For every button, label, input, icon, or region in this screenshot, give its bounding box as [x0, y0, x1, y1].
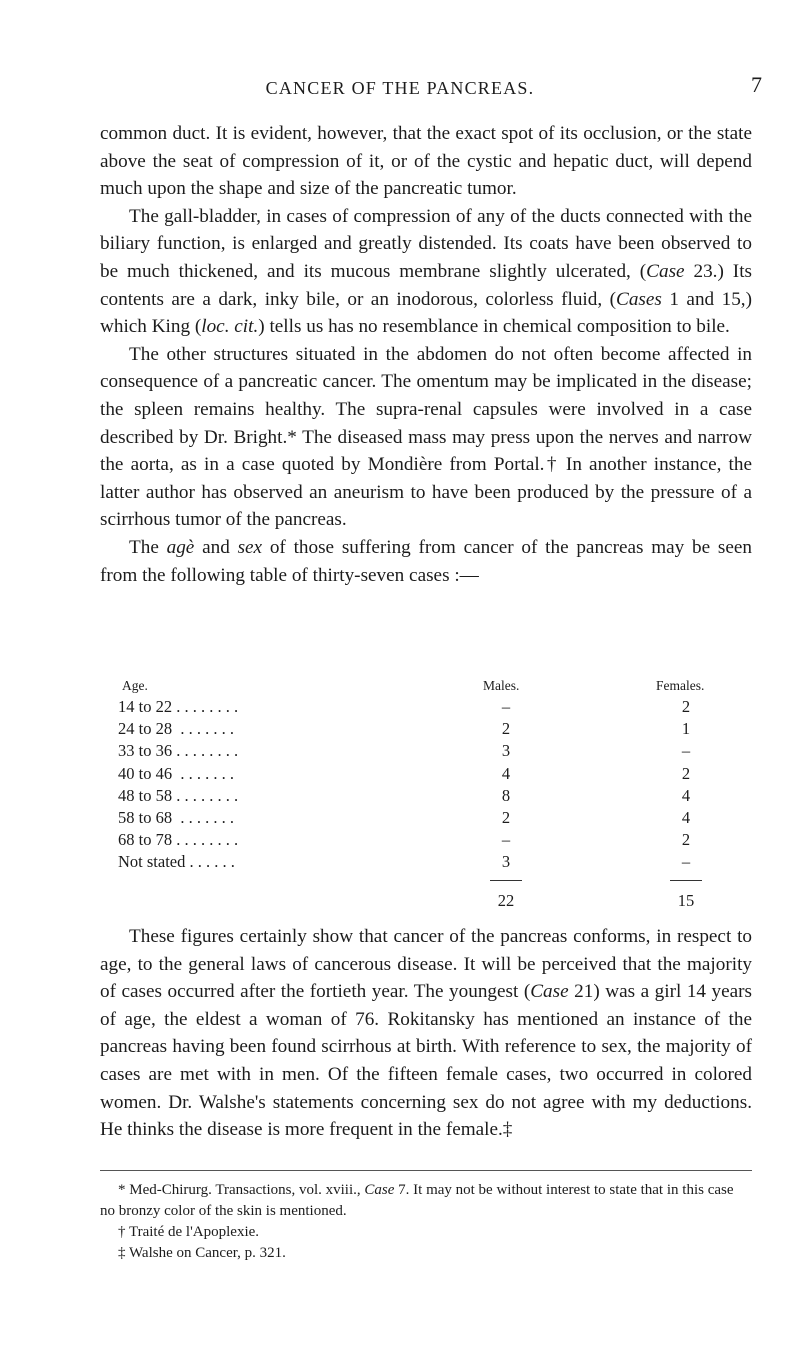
males-count: – [501, 830, 511, 850]
leader-dots: . . . . . . . [172, 807, 234, 827]
age-cell [118, 718, 234, 740]
age-range: 40 to 46 [118, 763, 173, 783]
females-count: 2 [681, 830, 691, 850]
males-count: 8 [501, 785, 511, 805]
leader-dots: . . . . . . . [172, 719, 234, 739]
age-range: 58 to 68 [118, 807, 173, 827]
table-row [118, 807, 718, 829]
footnote: ‡ Walshe on Cancer, p. 321. [118, 1245, 286, 1261]
paragraph: The agè and sex of those suffering from cancer of the pancreas may be seen from the following table of thirty-seven cases :— [100, 536, 752, 586]
page-number: 7 [751, 72, 762, 97]
age-cell [118, 851, 235, 873]
females-count: 2 [681, 763, 691, 783]
females-count: – [681, 852, 691, 872]
males-total: 22 [497, 890, 515, 910]
males-count: 4 [501, 763, 511, 783]
table-totals [118, 888, 718, 914]
leader-dots: . . . . . . . [172, 763, 234, 783]
age-cell [118, 763, 234, 785]
males-count: – [501, 697, 511, 716]
leader-dots: . . . . . . [185, 852, 235, 872]
males-header: Males. [483, 678, 520, 693]
paragraph: These figures certainly show that cancer of the pancreas conforms, in respect to age, to the general laws of cancerous disease. It will be perceived that the majority of cases occurred after the fortieth year. The youngest (Case 21) was a girl 14 years of age, the eldest a woman of 76. Rokitansky has mentioned an instance of the pancreas having been found scirrhous at birth. With reference to sex, the majority of cases are met with in men. Of the fifteen female cases, two occurred in colored women. Dr. Walshe's statements concerning sex do not agree with my deductions. He thinks the disease is more frequent in the female.‡ [100, 926, 753, 1141]
paragraph: The other structures situated in the abdomen do not often become affected in consequence of a pancreatic cancer. The omentum may be implicated in the disease; the spleen remains healthy. The supra-renal capsules were involved in a case described by Dr. Bright.* The diseased mass may press upon the nerves and narrow the aorta, as in a case quoted by Mondière from Portal.† In another instance, the latter author has observed an aneurism to have been produced by the pressure of a scirrhous tumor of the pancreas. [100, 343, 752, 531]
males-count: 3 [501, 852, 511, 872]
table-row [118, 740, 718, 762]
males-total-rule [490, 880, 522, 881]
age-cell [118, 785, 238, 807]
females-count: 4 [681, 807, 691, 827]
paragraph: common duct. It is evident, however, that the exact spot of its occlusion, or the state above the seat of compression of it, or of the cystic and hepatic duct, will depend much upon the shape and size of the pancreatic tumor. [100, 123, 752, 200]
running-head: CANCER OF THE PANCREAS. [265, 78, 535, 98]
body-text-upper [100, 120, 752, 589]
age-range: 68 to 78 [118, 830, 173, 850]
leader-dots: . . . . . . . . [172, 741, 239, 761]
table-row [118, 851, 718, 873]
females-count: 2 [681, 697, 691, 716]
age-cell [118, 807, 234, 829]
age-range: 24 to 28 [118, 719, 173, 739]
females-total: 15 [677, 890, 695, 910]
females-count: 1 [681, 719, 691, 739]
age-range: 48 to 58 [118, 785, 173, 805]
table-row [118, 763, 718, 785]
age-cell [118, 696, 238, 718]
females-count: – [681, 741, 691, 761]
table-row [118, 718, 718, 740]
footnote-divider [100, 1170, 752, 1171]
age-range: 14 to 22 [118, 697, 173, 716]
leader-dots: . . . . . . . . [172, 785, 239, 805]
females-count: 4 [681, 785, 691, 805]
age-cell [118, 829, 238, 851]
table-row [118, 829, 718, 851]
paragraph: The gall-bladder, in cases of compression of any of the ducts connected with the biliary function, is enlarged and greatly distended. Its coats have been observed to be much thickened, and its mucous membrane slightly ulcerated, (Case 23.) Its contents are a dark, inky bile, or an inodorous, colorless fluid, (Cases 1 and 15,) which King (loc. cit.) tells us has no resemblance in chemical composition to bile. [100, 205, 752, 338]
leader-dots: . . . . . . . . [172, 697, 239, 716]
males-count: 2 [501, 807, 511, 827]
footnotes [100, 1180, 752, 1264]
table-row [118, 696, 718, 718]
age-range: 33 to 36 [118, 741, 173, 761]
body-text-lower [100, 923, 752, 1144]
males-count: 3 [501, 741, 511, 761]
age-header: Age. [122, 678, 148, 693]
leader-dots: . . . . . . . . [172, 830, 239, 850]
males-count: 2 [501, 719, 511, 739]
table-body [118, 696, 718, 874]
age-range: Not stated [118, 852, 186, 872]
footnote: † Traité de l'Apoplexie. [118, 1224, 260, 1240]
table-row [118, 785, 718, 807]
footnote: * Med-Chirurg. Transactions, vol. xviii., Case 7. It may not be without interest to state that in this case no bronzy color of the skin is mentioned. [100, 1182, 734, 1219]
females-header: Females. [656, 678, 705, 693]
females-total-rule [670, 880, 702, 881]
age-cell [118, 740, 238, 762]
table-header [118, 678, 718, 696]
age-sex-table [118, 678, 718, 914]
